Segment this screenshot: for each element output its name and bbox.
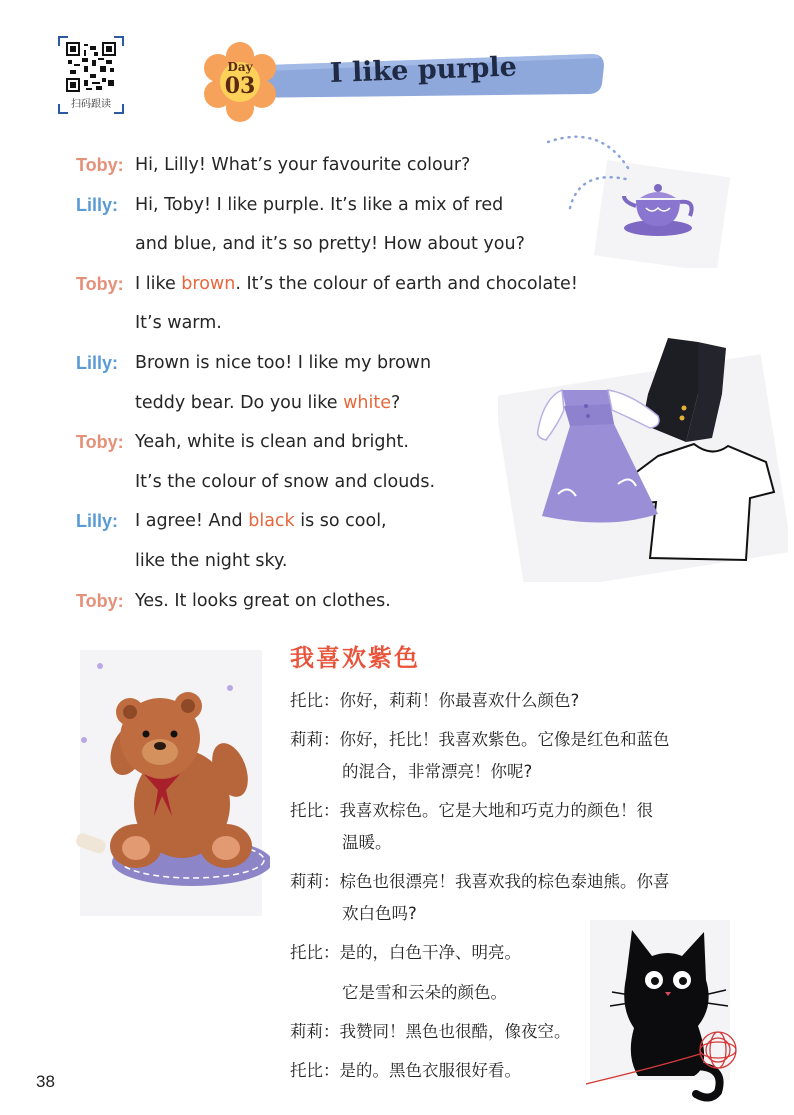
dialogue-line: [76, 269, 636, 309]
chinese-line: 托比：我喜欢棕色。它是大地和巧克力的颜色！很: [290, 801, 653, 820]
chinese-line: 它是雪和云朵的颜色。: [342, 983, 507, 1002]
clothes-illustration: [498, 334, 788, 582]
day-badge: [200, 42, 280, 122]
chinese-line: 托比：是的。黑色衣服很好看。: [290, 1061, 521, 1080]
speaker-label: Toby:: [76, 155, 124, 175]
chinese-line: 温暖。: [342, 833, 392, 852]
speaker-label: Toby:: [76, 273, 124, 294]
speaker-label: Toby:: [76, 432, 124, 453]
page-number: 38: [36, 1072, 55, 1091]
dialogue-text: Yeah, white is clean and bright.: [135, 432, 409, 453]
dialogue-text: and blue, and it’s so pretty! How about you?: [135, 234, 525, 255]
day-number: 03: [224, 73, 256, 99]
color-word-brown: brown: [181, 273, 236, 294]
dialogue-line: [76, 586, 636, 626]
dialogue-text: like the night sky.: [135, 550, 288, 571]
page-title: I like purple: [329, 51, 518, 89]
black-cat-icon: [586, 916, 786, 1112]
dialogue-text: teddy bear. Do you like white?: [135, 392, 401, 413]
teapot-icon: [540, 128, 730, 268]
dialogue-text: Hi, Lilly! What’s your favourite colour?: [135, 155, 471, 175]
color-word-black: black: [248, 511, 295, 532]
color-word-white: white: [343, 392, 392, 413]
chinese-line: 的混合，非常漂亮！你呢?: [342, 762, 533, 781]
dialogue-text: It’s the colour of snow and clouds.: [135, 471, 436, 492]
chinese-line: 托比：你好，莉莉！你最喜欢什么颜色?: [290, 691, 580, 710]
dialogue-text: Brown is nice too! I like my brown: [135, 352, 432, 373]
dialogue-text: I like brown. It’s the colour of earth and chocolate!: [135, 273, 578, 294]
dialogue-text: It’s warm.: [135, 313, 222, 334]
dialogue-text: I agree! And black is so cool,: [135, 511, 387, 532]
speaker-label: Lilly:: [76, 194, 119, 215]
speaker-label: Lilly:: [76, 352, 119, 373]
chinese-line: 莉莉：我赞同！黑色也很酷，像夜空。: [290, 1022, 571, 1041]
chinese-line: 托比：是的，白色干净、明亮。: [290, 943, 521, 962]
chinese-title: 我喜欢紫色: [290, 644, 420, 672]
qr-label: 扫码跟读: [71, 99, 111, 110]
chinese-line: 莉莉：你好，托比！我喜欢紫色。它像是红色和蓝色: [290, 730, 670, 749]
speaker-label: Lilly:: [76, 511, 119, 532]
dialogue-text: Yes. It looks great on clothes.: [135, 590, 391, 611]
speaker-label: Toby:: [76, 590, 124, 611]
qr-code[interactable]: [58, 36, 124, 114]
teddy-bear-icon: [70, 640, 270, 920]
day-label: Day: [227, 60, 253, 74]
dialogue-text: Hi, Toby! I like purple. It’s like a mix of red: [135, 194, 504, 215]
chinese-line: 莉莉：棕色也很漂亮！我喜欢我的棕色泰迪熊。你喜: [290, 872, 670, 891]
qr-code-icon: [66, 42, 116, 92]
chinese-line: 欢白色吗?: [342, 904, 417, 923]
